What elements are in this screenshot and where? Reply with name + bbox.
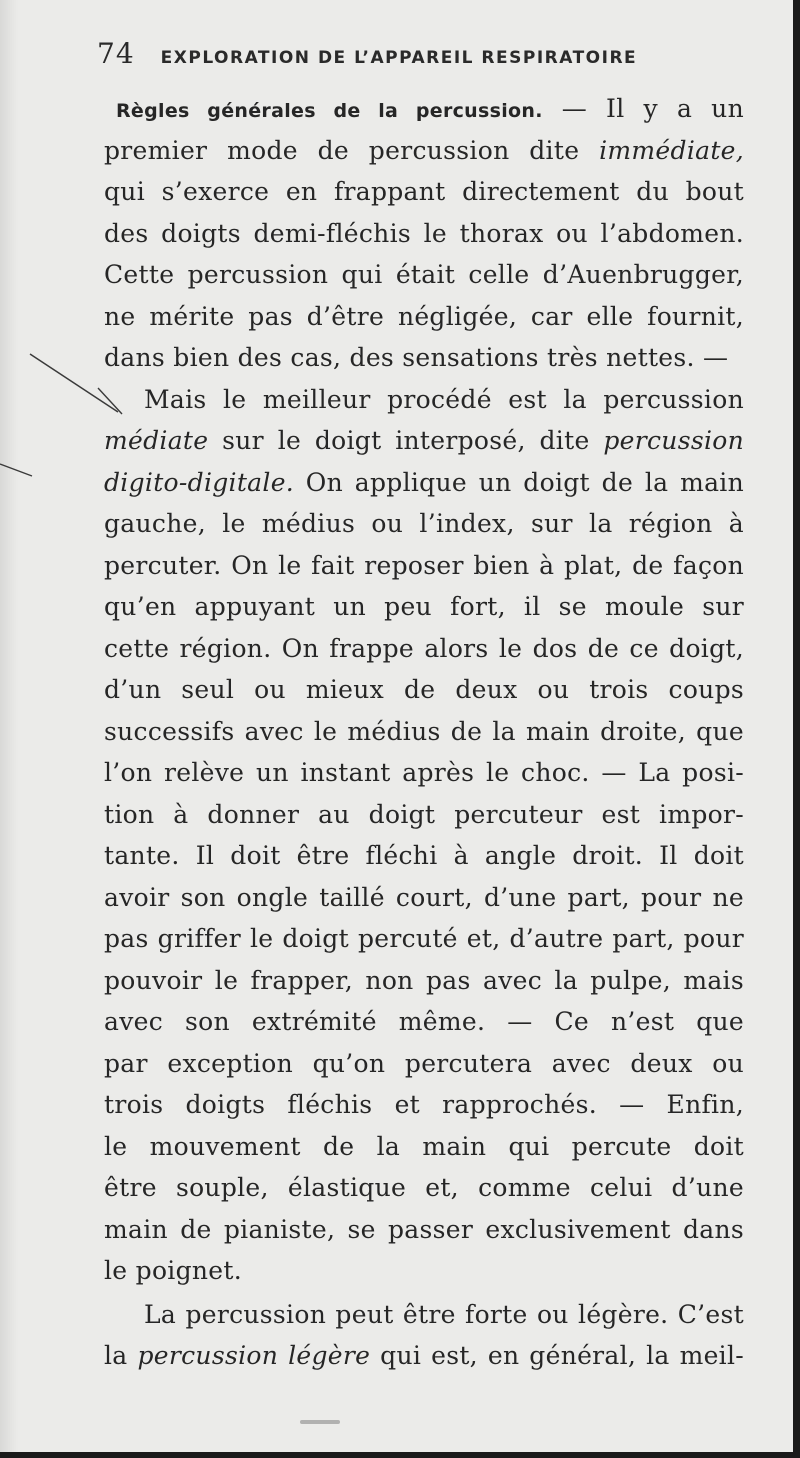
- text-run: la: [104, 1341, 128, 1370]
- text-line: Cette percussion qui était celle d’Auenbrugger,: [104, 260, 744, 289]
- text-line: cette région. On frappe alors le dos de ce doigt,: [104, 633, 744, 663]
- ink-smudge: [300, 1420, 340, 1424]
- text-line: trois doigts fléchis et rapprochés. — Enfin,: [104, 1090, 744, 1119]
- text-line: le mouvement de la main qui percute doit: [104, 1131, 744, 1161]
- text-run: — Il y a un: [542, 94, 744, 123]
- body-text: [104, 88, 744, 1377]
- page-number: 74: [97, 37, 135, 70]
- text-line: [104, 1335, 744, 1377]
- text-line: d’un seul ou mieux de deux ou trois coups: [104, 675, 744, 704]
- italic-term: immédiate,: [599, 135, 744, 165]
- section-heading: Règles générales de la percussion.: [116, 100, 543, 122]
- text-line: successifs avec le médius de la main droite, que: [104, 716, 744, 746]
- text-line: tion à donner au doigt percuteur est impor-: [104, 799, 744, 829]
- running-head: [97, 37, 757, 73]
- text-run: sur le doigt interposé, dite: [222, 426, 590, 455]
- italic-term: digito-digitale.: [104, 467, 295, 497]
- text-line: [104, 420, 744, 462]
- text-line: [104, 130, 744, 172]
- text-run: qui est, en général, la meil-: [380, 1341, 744, 1370]
- italic-term: percussion: [603, 426, 744, 455]
- text-line: gauche, le médius ou l’index, sur la région à: [104, 509, 744, 538]
- text-line: Mais le meilleur procédé est la percussion: [144, 384, 744, 414]
- text-line: l’on relève un instant après le choc. — La posi-: [104, 758, 744, 787]
- italic-term: médiate: [104, 426, 209, 455]
- italic-term: percussion légère: [137, 1341, 371, 1370]
- text-line: ne mérite pas d’être négligée, car elle fournit,: [104, 301, 744, 331]
- text-line: pouvoir le frapper, non pas avec la pulpe, mais: [104, 965, 744, 995]
- text-line: par exception qu’on percutera avec deux ou: [104, 1048, 744, 1078]
- text-line: percuter. On le fait reposer bien à plat, de façon: [104, 550, 744, 580]
- text-line: pas griffer le doigt percuté et, d’autre part, pour: [104, 924, 744, 953]
- text-line: La percussion peut être forte ou légère. C’est: [144, 1299, 744, 1329]
- text-line: dans bien des cas, des sensations très nettes. —: [104, 343, 729, 372]
- running-head-title: EXPLORATION DE L’APPAREIL RESPIRATOIRE: [160, 48, 638, 68]
- text-line: [104, 88, 744, 130]
- text-run: On applique un doigt de la main: [305, 467, 744, 497]
- text-line: être souple, élastique et, comme celui d’une: [104, 1173, 744, 1202]
- text-line: main de pianiste, se passer exclusivement dans: [104, 1214, 744, 1244]
- text-run: premier mode de percussion dite: [104, 135, 580, 165]
- text-line: [104, 462, 744, 504]
- text-line: qui s’exerce en frappant directement du bout: [104, 177, 744, 206]
- text-line: avoir son ongle taillé court, d’une part, pour ne: [104, 882, 744, 912]
- text-line: tante. Il doit être fléchi à angle droit. Il doit: [104, 841, 744, 870]
- text-line: des doigts demi-fléchis le thorax ou l’abdomen.: [104, 218, 744, 248]
- text-line: avec son extrémité même. — Ce n’est que: [104, 1007, 744, 1036]
- gutter-shadow: [0, 0, 18, 1452]
- text-line: le poignet.: [104, 1256, 242, 1285]
- text-line: qu’en appuyant un peu fort, il se moule sur: [104, 592, 744, 621]
